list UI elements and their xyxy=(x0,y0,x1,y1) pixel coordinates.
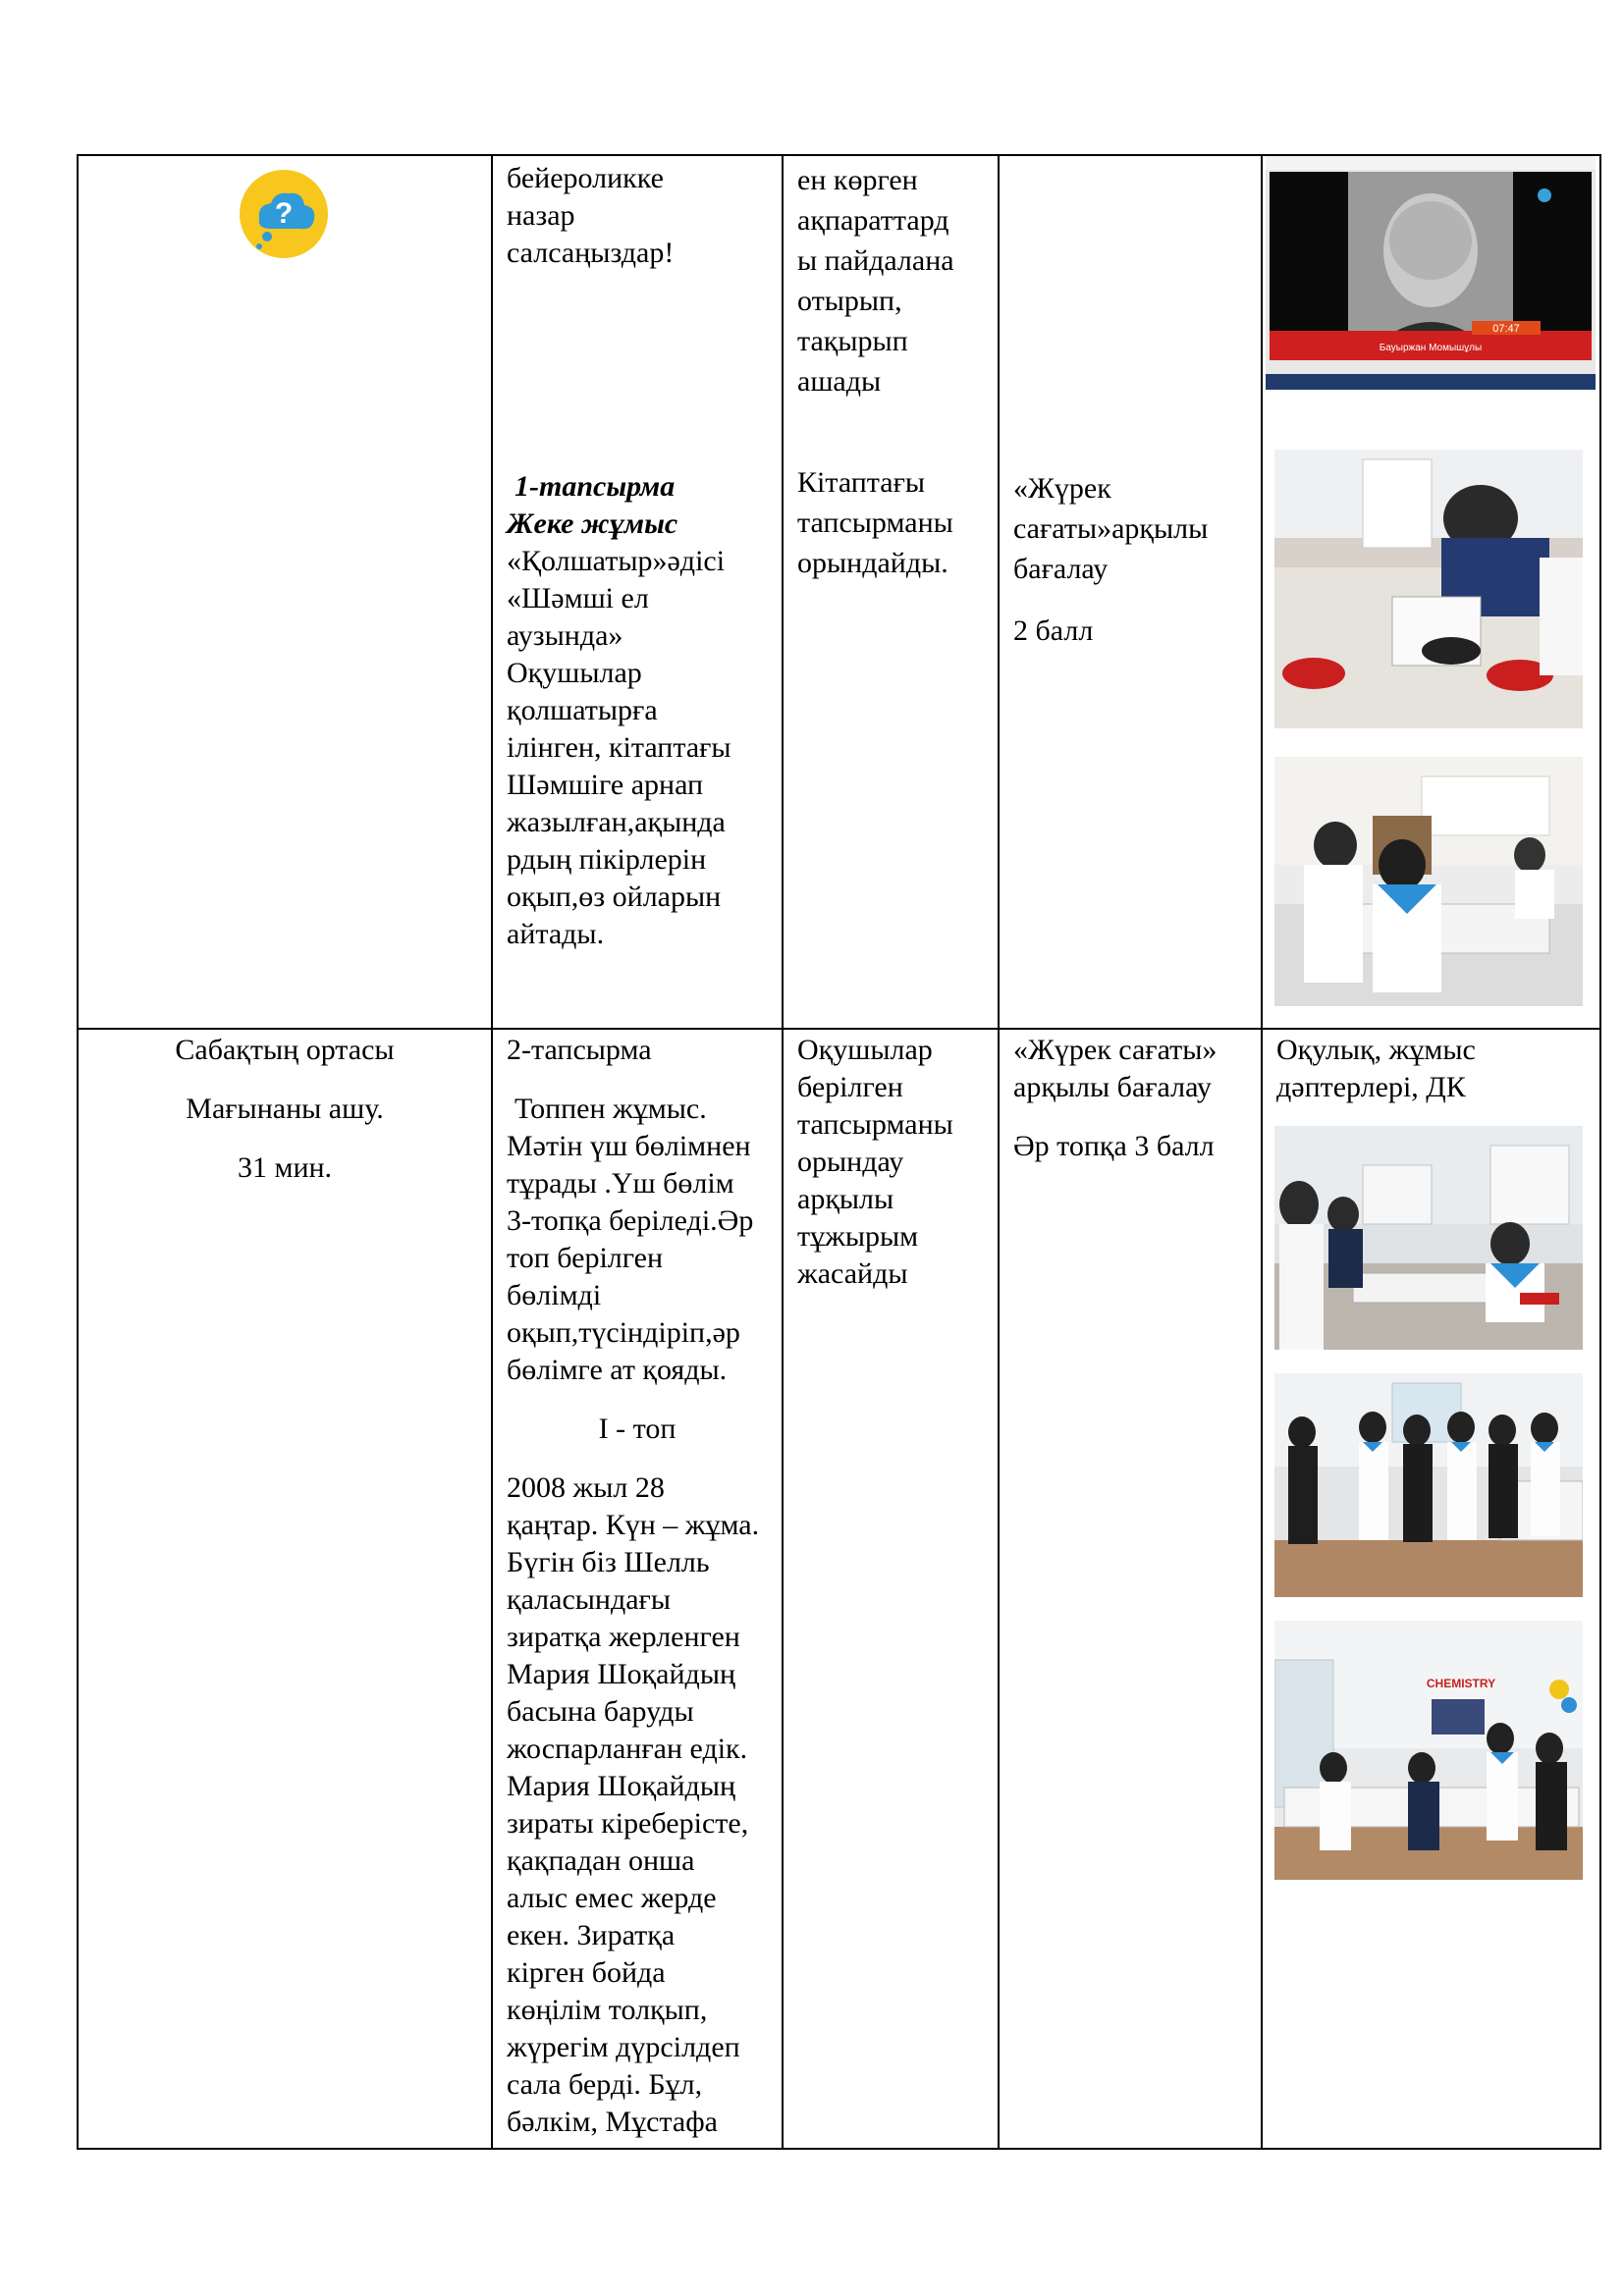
story-text: 2008 жыл 28 қаңтар. Күн – жұма. Бүгін біз Шелль қаласындағы зиратқа жерленген Мария Шоқайдың басына баруды жоспарланған едік. Мария Шоқайдың зираты кіреберісте, қақпадан онша алыс емес жерде екен. Зиратқа кірген бойда көңілім толқып, жүрегім дүрсілдеп сала берді. Бұл, бәлкім, Мұстафа xyxy=(507,1471,760,2138)
table-row xyxy=(78,155,1600,1029)
task-title: 2-тапсырма xyxy=(507,1034,652,1066)
student-activity-cell xyxy=(783,1029,999,2149)
svg-text:CHEMISTRY: CHEMISTRY xyxy=(1426,1677,1496,1690)
lesson-plan-table xyxy=(77,154,1601,2150)
task-title: 1-тапсырма xyxy=(514,470,676,503)
stage-title: Сабақтың ортасы xyxy=(175,1034,395,1066)
stage-time: 31 мин. xyxy=(237,1151,333,1184)
activity-text: Оқушылар берілген тапсырманы орындау арқылы тұжырым жасайды xyxy=(797,1034,953,1290)
group-work-photo-1 xyxy=(1274,1126,1583,1350)
question-cloud-icon xyxy=(238,168,330,260)
svg-text:07:47: 07:47 xyxy=(1492,323,1520,335)
task-2-description: Топпен жұмыс. Мәтін үш бөлімнен тұрады .Үш бөлім 3-топқа беріледі.Әр топ берілген бөлімді оқып,түсіндіріп,әр бөлімге ат қояды. xyxy=(507,1093,754,1386)
classroom-photo-2 xyxy=(1274,757,1583,1006)
assessment-text: «Жүрек сағаты»арқылы бағалау 2 балл xyxy=(1013,468,1253,651)
stage-phase: Мағынаны ашу. xyxy=(186,1093,384,1125)
assessment-cell xyxy=(999,1029,1262,2149)
group-label: І - топ xyxy=(598,1413,677,1445)
table-row xyxy=(78,1029,1600,2149)
stage-cell xyxy=(78,1029,492,2149)
video-screenshot-photo xyxy=(1266,156,1596,390)
task-cell xyxy=(492,1029,783,2149)
activity-task-text: Кітаптағы тапсырманы орындайды. xyxy=(797,466,953,579)
group-work-photo-2 xyxy=(1274,1373,1583,1597)
svg-text:?: ? xyxy=(274,197,294,230)
svg-text:Бауыржан Момышұлы: Бауыржан Момышұлы xyxy=(1379,343,1483,353)
resources-text: Оқулық, жұмыс дәптерлері, ДК xyxy=(1276,1034,1476,1103)
stage-cell xyxy=(78,155,492,1029)
score-text: 2 балл xyxy=(1013,614,1094,647)
task-mode: Жеке жұмыс xyxy=(507,507,678,540)
group-work-photo-3 xyxy=(1274,1621,1583,1880)
task-1-block: 1-тапсырма Жеке жұмыс «Қолшатыр»әдісі «Шәмші ел аузында» Оқушылар қолшатырға ілінген, кітаптағы Шәмшіге арнап жазылған,ақында рдың пікірлерін оқып,өз ойларын айтады. xyxy=(507,468,774,953)
assessment-cell xyxy=(999,155,1262,1029)
video-intro-text: бейероликке назар салсаңыздар! xyxy=(507,162,675,269)
student-activity-cell xyxy=(783,155,999,1029)
classroom-photo-1 xyxy=(1274,450,1583,728)
resources-cell xyxy=(1262,1029,1600,2149)
assessment-text: «Жүрек сағаты» арқылы бағалау Әр топқа 3 балл xyxy=(1000,1030,1261,2150)
score-text: Әр топқа 3 балл xyxy=(1013,1130,1215,1162)
resources-cell xyxy=(1262,155,1600,1029)
activity-intro-text: ен көрген ақпараттард ы пайдалана отырып, тақырып ашады xyxy=(797,164,954,398)
task-cell xyxy=(492,155,783,1029)
